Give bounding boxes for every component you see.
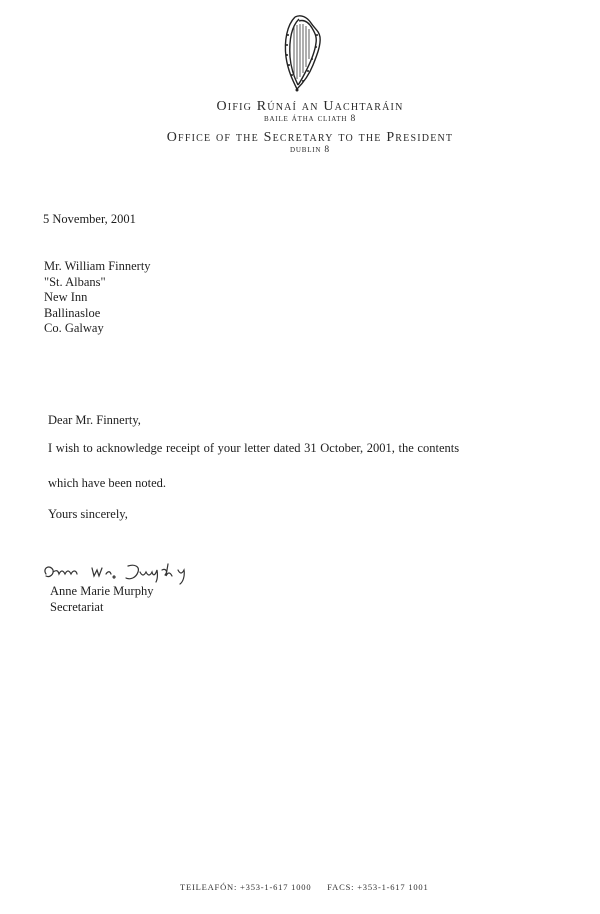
signatory-name: Anne Marie Murphy (50, 584, 154, 598)
address-line: Mr. William Finnerty (44, 259, 151, 273)
letterhead-english-city: dublin 8 (290, 145, 330, 155)
salutation: Dear Mr. Finnerty, (48, 413, 141, 427)
letterhead-irish-city: baile átha cliath 8 (263, 114, 356, 124)
address-line: New Inn (44, 290, 88, 304)
fax-number: +353-1-617 1001 (357, 882, 429, 892)
signature-image (40, 560, 210, 586)
address-line: Ballinasloe (44, 305, 101, 320)
letterhead-english-title: Office of the Secretary to the President (166, 130, 454, 145)
harp-icon (281, 11, 323, 93)
recipient-address (44, 259, 151, 337)
phone-number: +353-1-617 1000 (240, 882, 312, 892)
letterhead-irish-title: Oifig Rúnaí an Uachtaráin (216, 99, 404, 114)
phone-label: TEILEAFÓN: (180, 882, 238, 892)
footer-contact (180, 882, 429, 892)
body-line-1: I wish to acknowledge receipt of your letter dated 31 October, 2001, the contents (48, 441, 460, 455)
signatory-title: Secretariat (50, 600, 104, 614)
body-line-2: which have been noted. (48, 476, 167, 490)
letter-date: 5 November, 2001 (43, 212, 136, 226)
address-line: "St. Albans" (44, 274, 106, 289)
fax-label: FACS: (327, 882, 355, 892)
address-line: Co. Galway (44, 321, 104, 335)
closing: Yours sincerely, (48, 507, 128, 521)
